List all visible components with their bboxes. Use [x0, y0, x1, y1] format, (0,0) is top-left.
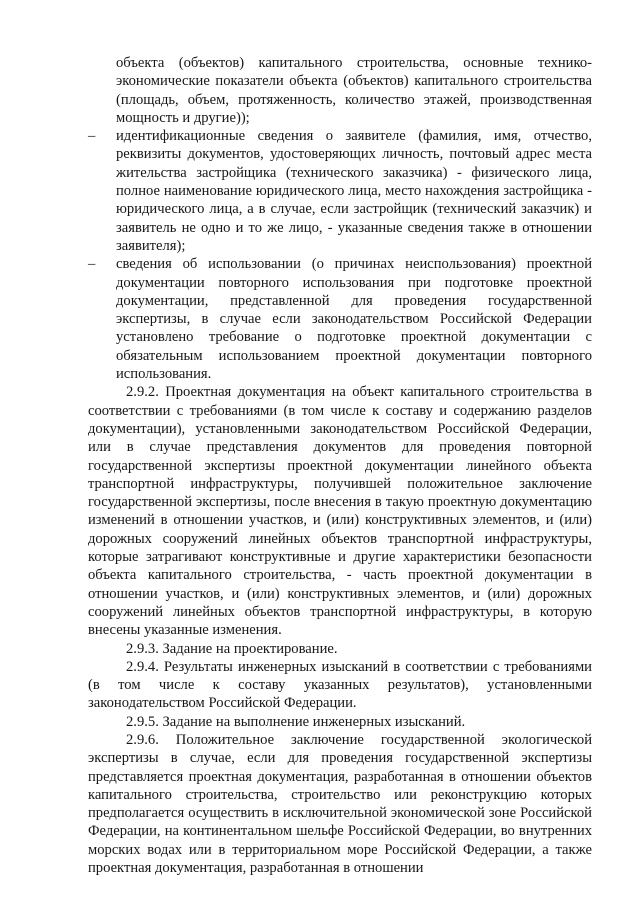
paragraph-2-9-3: 2.9.3. Задание на проектирование.: [126, 640, 338, 657]
paragraph-2-9-6: 2.9.6. Положительное заключение государственной экологической экспертизы в случае, если для проведения государственной экспертизы представляется проектная документация, разработанная в отношении объектов капитального строительства, строительство или реконструкцию которых предполагается осуществить в исключительной экономической зоне Российской Федерации, на континентальном шельфе Российской Федерации, во внутренних морских водах или в территориальном море Российской Федерации, а также проектная документация, разработанная в отношении: [88, 731, 592, 877]
paragraph-2-9-4: 2.9.4. Результаты инженерных изысканий в соответствии с требованиями (в том числе к составу указанных результатов), установленными законодательством Российской Федерации.: [88, 658, 592, 712]
paragraph-2-9-5: 2.9.5. Задание на выполнение инженерных изысканий.: [126, 713, 466, 730]
list-item: [88, 255, 592, 383]
list-item-text: сведения об использовании (о причинах неиспользования) проектной документации повторного использования при подготовке проектной документации, представленной для проведения государственной экспертизы, в случае если законодательством Российской Федерации установлено требование о подготовке проектной документации с обязательным использованием проектной документации повторного использования.: [116, 256, 592, 383]
list-item: [88, 127, 592, 255]
continuation-text: объекта (объектов) капитального строительства, основные технико-экономические показатели объекта (объектов) капитального строительства (площадь, объем, протяженность, количество этажей, производственная мощность и другие));: [116, 55, 592, 126]
document-page: [88, 54, 592, 877]
list-dash: –: [88, 128, 96, 145]
list-item-text: идентификационные сведения о заявителе (фамилия, имя, отчество, реквизиты документов, удостоверяющих личность, почтовый адрес места жительства застройщика (технического заказчика) - физического лица, полное наименование юридического лица, место нахождения застройщика - юридического лица, а в случае, если застройщик (технический заказчик) и заявитель не одно и то же лицо, - указанные сведения также в отношении заявителя);: [116, 128, 592, 254]
list-dash: –: [88, 256, 96, 273]
paragraph-2-9-2: 2.9.2. Проектная документация на объект капитального строительства в соответствии с требованиями (в том числе к составу и содержанию разделов документации), установленными законодательством Российской Федерации, или в случае представления документов для проведения повторной государственной экспертизы проектной документации линейного объекта транспортной инфраструктуры, получившей положительное заключение государственной экспертизы, после внесения в такую проектную документацию изменений в отношении участков, и (или) конструктивных элементов, и (или) дорожных сооружений линейных объектов транспортной инфраструктуры, которые затрагивают конструктивные и другие характеристики безопасности объекта капитального строительства, - часть проектной документации в отношении участков, и (или) конструктивных элементов, и (или) дорожных сооружений линейных объектов транспортной инфраструктуры, в которую внесены указанные изменения.: [88, 384, 592, 639]
